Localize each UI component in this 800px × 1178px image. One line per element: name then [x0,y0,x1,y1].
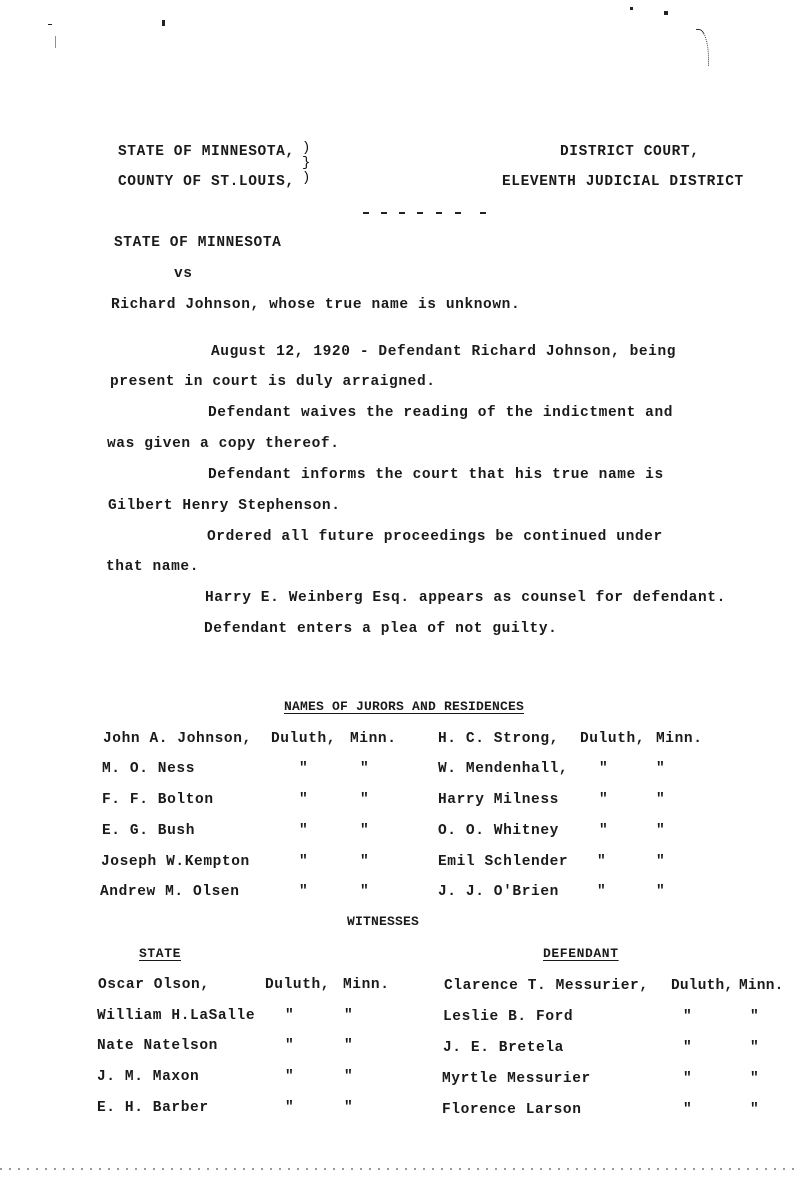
witness-state: " [344,1100,354,1116]
juror-name: W. Mendenhall, [438,761,569,777]
witness-city: " [285,1008,295,1024]
witness-city: " [285,1100,295,1116]
witness-city: " [683,1071,693,1087]
case-versus: vs [174,266,193,282]
juror-name: Harry Milness [438,792,559,808]
witness-state: " [750,1102,760,1118]
witness-state: Minn. [343,977,390,993]
scan-mark [48,24,52,25]
caption-brace: ) } ) [302,140,311,186]
juror-city: " [597,854,607,870]
juror-city: " [599,761,609,777]
scan-edge-dots [0,1168,800,1170]
caption-district: ELEVENTH JUDICIAL DISTRICT [502,174,744,190]
case-defendant: Richard Johnson, whose true name is unknown. [111,297,521,313]
caption-left-line-2: COUNTY OF ST.LOUIS, [118,174,295,190]
juror-city: " [299,884,309,900]
caption-court: DISTRICT COURT, [560,144,700,160]
body-line: Ordered all future proceedings be continued under [207,529,663,545]
juror-state: Minn. [350,731,397,747]
body-line: Harry E. Weinberg Esq. appears as counsel for defendant. [205,590,726,606]
juror-state: " [656,884,666,900]
juror-name: F. F. Bolton [102,792,214,808]
juror-city: " [299,823,309,839]
body-line: Defendant waives the reading of the indictment and [208,405,674,421]
witness-name: Florence Larson [442,1102,582,1118]
scan-mark [55,36,56,48]
juror-name: Andrew M. Olsen [100,884,240,900]
scan-mark [630,7,633,10]
juror-name: E. G. Bush [102,823,196,839]
scan-mark [664,11,668,15]
witness-name: J. E. Bretela [443,1040,564,1056]
juror-city: " [299,792,309,808]
witness-state: " [750,1040,760,1056]
witness-state: " [750,1009,760,1025]
juror-state: " [656,854,666,870]
juror-name: O. O. Whitney [438,823,559,839]
juror-city: Duluth, [580,731,646,747]
juror-state: " [360,761,370,777]
juror-state: " [656,761,666,777]
juror-state: " [360,823,370,839]
witness-city: " [683,1102,693,1118]
juror-name: M. O. Ness [102,761,196,777]
case-plaintiff: STATE OF MINNESOTA [114,235,282,251]
body-line: Gilbert Henry Stephenson. [108,498,341,514]
juror-city: " [599,792,609,808]
witness-state: " [344,1069,354,1085]
juror-state: " [656,792,666,808]
juror-state: " [360,884,370,900]
juror-city: " [299,854,309,870]
juror-city: " [597,884,607,900]
witness-name: J. M. Maxon [97,1069,200,1085]
juror-name: John A. Johnson, [103,731,252,747]
witness-city: Duluth, [265,977,331,993]
body-line: August 12, 1920 - Defendant Richard Johnson, being [211,344,677,360]
witness-name: E. H. Barber [97,1100,209,1116]
juror-state: " [360,792,370,808]
witness-name: William H.LaSalle [97,1008,256,1024]
scan-mark [162,20,165,26]
witness-city: Duluth, [671,978,734,994]
juror-state: " [656,823,666,839]
juror-name: Emil Schlender [438,854,569,870]
witness-city: " [285,1038,295,1054]
witness-name: Clarence T. Messurier, [444,978,649,994]
witness-name: Myrtle Messurier [442,1071,591,1087]
witness-state: Minn. [739,978,784,994]
juror-state: Minn. [656,731,703,747]
witnesses-defendant-heading: DEFENDANT [543,946,619,961]
juror-name: Joseph W.Kempton [101,854,250,870]
body-line: Defendant enters a plea of not guilty. [204,621,558,637]
body-line: that name. [106,559,200,575]
juror-city: " [599,823,609,839]
body-line: Defendant informs the court that his true name is [208,467,664,483]
scan-bracket-mark [696,29,709,66]
juror-city: " [299,761,309,777]
juror-name: H. C. Strong, [438,731,559,747]
juror-state: " [360,854,370,870]
body-line: present in court is duly arraigned. [110,374,436,390]
body-line: was given a copy thereof. [107,436,340,452]
juror-name: J. J. O'Brien [438,884,559,900]
jurors-heading: NAMES OF JURORS AND RESIDENCES [284,699,525,714]
witness-state: " [750,1071,760,1087]
witness-name: Oscar Olson, [98,977,210,993]
witness-city: " [683,1009,693,1025]
witnesses-state-heading: STATE [139,946,182,961]
witness-city: " [683,1040,693,1056]
witness-name: Leslie B. Ford [443,1009,574,1025]
juror-city: Duluth, [271,731,337,747]
caption-left-line-1: STATE OF MINNESOTA, [118,144,295,160]
witness-city: " [285,1069,295,1085]
witness-state: " [344,1008,354,1024]
witnesses-heading: WITNESSES [347,914,420,929]
witness-state: " [344,1038,354,1054]
witness-name: Nate Natelson [97,1038,218,1054]
